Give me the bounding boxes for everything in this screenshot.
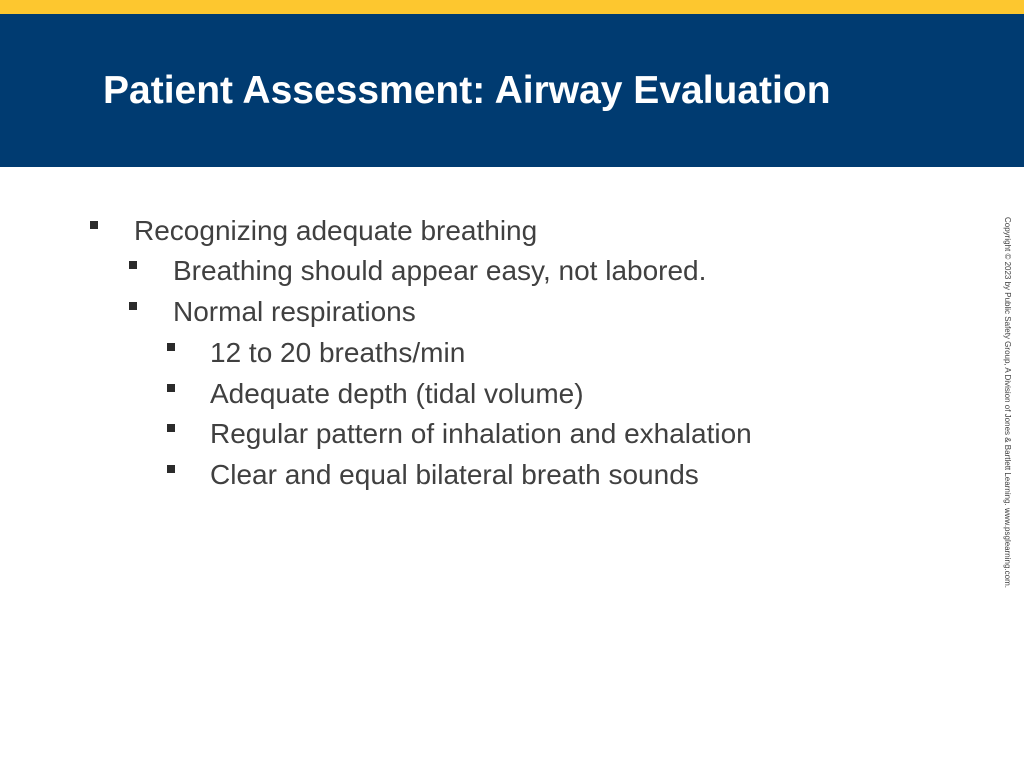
square-bullet-icon [167, 424, 175, 432]
square-bullet-icon [129, 302, 137, 310]
square-bullet-icon [90, 221, 98, 229]
bullet-text: Breathing should appear easy, not labored. [173, 255, 707, 286]
accent-stripe [0, 0, 1024, 14]
square-bullet-icon [167, 384, 175, 392]
square-bullet-icon [167, 465, 175, 473]
bullet-text: 12 to 20 breaths/min [210, 337, 466, 368]
slide-title: Patient Assessment: Airway Evaluation [103, 69, 831, 112]
bullet-text: Clear and equal bilateral breath sounds [210, 459, 699, 490]
bullet-text: Adequate depth (tidal volume) [210, 378, 584, 409]
square-bullet-icon [129, 261, 137, 269]
bullet-text: Normal respirations [173, 296, 416, 327]
bullet-text: Regular pattern of inhalation and exhalation [210, 418, 752, 449]
square-bullet-icon [167, 343, 175, 351]
bullet-text: Recognizing adequate breathing [134, 215, 538, 246]
copyright-notice: Copyright © 2023 by Public Safety Group, A Division of Jones & Bartlett Learning. www.psglearning.com. [1003, 217, 1012, 588]
